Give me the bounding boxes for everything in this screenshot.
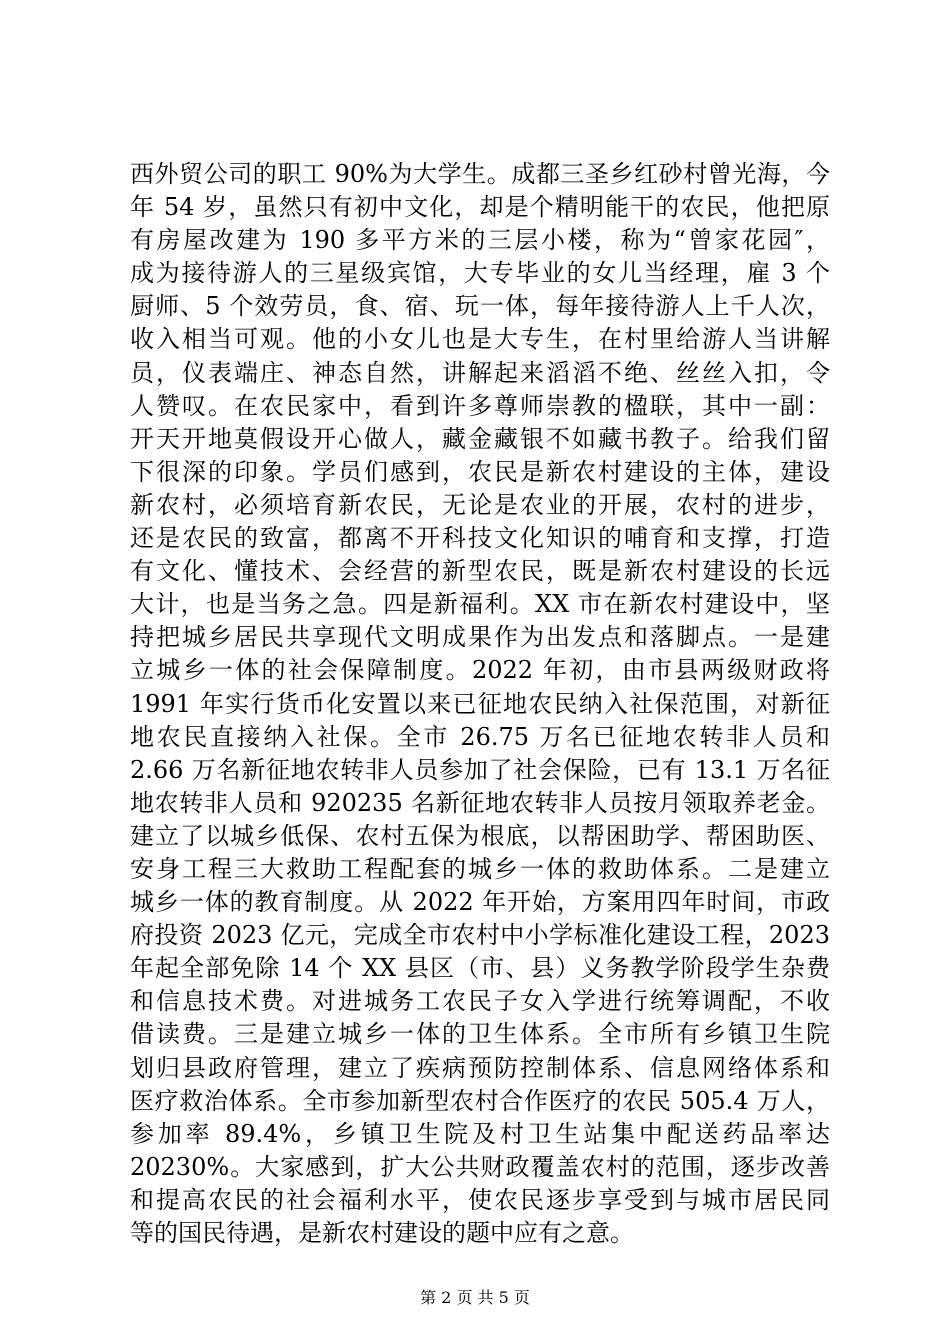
- text-line: 西外贸公司的职工 90%为大学生。成都三圣乡红砂村曾光海，今: [130, 160, 830, 188]
- text-line: 员，仪表端庄、神态自然，讲解起来滔滔不绝、丝丝入扣，令: [130, 358, 830, 387]
- text-line: 城乡一体的教育制度。从 2022 年开始，方案用四年时间，市政: [130, 888, 830, 917]
- text-line: 年 54 岁，虽然只有初中文化，却是个精明能干的农民，他把原: [130, 193, 830, 222]
- text-line: 收入相当可观。他的小女儿也是大专生，在村里给游人当讲解: [130, 325, 830, 354]
- text-line: 和提高农民的社会福利水平，使农民逐步享受到与城市居民同: [130, 1185, 830, 1214]
- text-line: 参加率 89.4%，乡镇卫生院及村卫生站集中配送药品率达: [130, 1119, 830, 1148]
- text-line: 成为接待游人的三星级宾馆，大专毕业的女儿当经理，雇 3 个: [130, 259, 830, 288]
- text-line: 府投资 2023 亿元，完成全市农村中小学标准化建设工程，2023: [130, 921, 830, 950]
- body-paragraph: [130, 158, 830, 1250]
- text-line: 划归县政府管理，建立了疾病预防控制体系、信息网络体系和: [130, 1053, 830, 1082]
- text-line: 开天开地莫假设开心做人，藏金藏银不如藏书教子。给我们留: [130, 424, 830, 453]
- text-line: 等的国民待遇，是新农村建设的题中应有之意。: [130, 1219, 634, 1247]
- page-number-footer: 第 2 页 共 5 页: [420, 1288, 530, 1307]
- text-line: 建立了以城乡低保、农村五保为根底，以帮困助学、帮困助医、: [130, 821, 830, 850]
- text-line: 地农民直接纳入社保。全市 26.75 万名已征地农转非人员和: [130, 722, 830, 751]
- text-line: 20230%。大家感到，扩大公共财政覆盖农村的范围，逐步改善: [130, 1152, 830, 1181]
- text-line: 1991 年实行货币化安置以来已征地农民纳入社保范围，对新征: [130, 689, 830, 718]
- text-line: 有文化、懂技术、会经营的新型农民，既是新农村建设的长远: [130, 557, 830, 586]
- text-line: 下很深的印象。学员们感到，农民是新农村建设的主体，建设: [130, 457, 830, 486]
- text-line: 2.66 万名新征地农转非人员参加了社会保险，已有 13.1 万名征: [130, 755, 830, 784]
- text-line: 年起全部免除 14 个 XX 县区（市、县）义务教学阶段学生杂费: [130, 954, 830, 983]
- text-line: 和信息技术费。对进城务工农民子女入学进行统筹调配，不收: [130, 987, 830, 1016]
- text-line: 地农转非人员和 920235 名新征地农转非人员按月领取养老金。: [130, 788, 830, 817]
- text-line: 还是农民的致富，都离不开科技文化知识的哺育和支撑，打造: [130, 524, 830, 553]
- text-line: 大计，也是当务之急。四是新福利。XX 市在新农村建设中，坚: [130, 590, 830, 619]
- text-line: 有房屋改建为 190 多平方米的三层小楼，称为“曾家花园″，: [130, 226, 830, 255]
- text-line: 借读费。三是建立城乡一体的卫生体系。全市所有乡镇卫生院: [130, 1020, 830, 1049]
- text-line: 厨师、5 个效劳员，食、宿、玩一体，每年接待游人上千人次，: [130, 292, 830, 321]
- text-line: 持把城乡居民共享现代文明成果作为出发点和落脚点。一是建: [130, 623, 830, 652]
- text-line: 安身工程三大救助工程配套的城乡一体的救助体系。二是建立: [130, 854, 830, 883]
- text-line: 新农村，必须培育新农民，无论是农业的开展，农村的进步，: [130, 490, 830, 519]
- text-line: 医疗救治体系。全市参加新型农村合作医疗的农民 505.4 万人，: [130, 1086, 830, 1115]
- text-line: 立城乡一体的社会保障制度。2022 年初，由市县两级财政将: [130, 656, 830, 685]
- text-line: 人赞叹。在农民家中，看到许多尊师崇教的楹联，其中一副：: [130, 391, 830, 420]
